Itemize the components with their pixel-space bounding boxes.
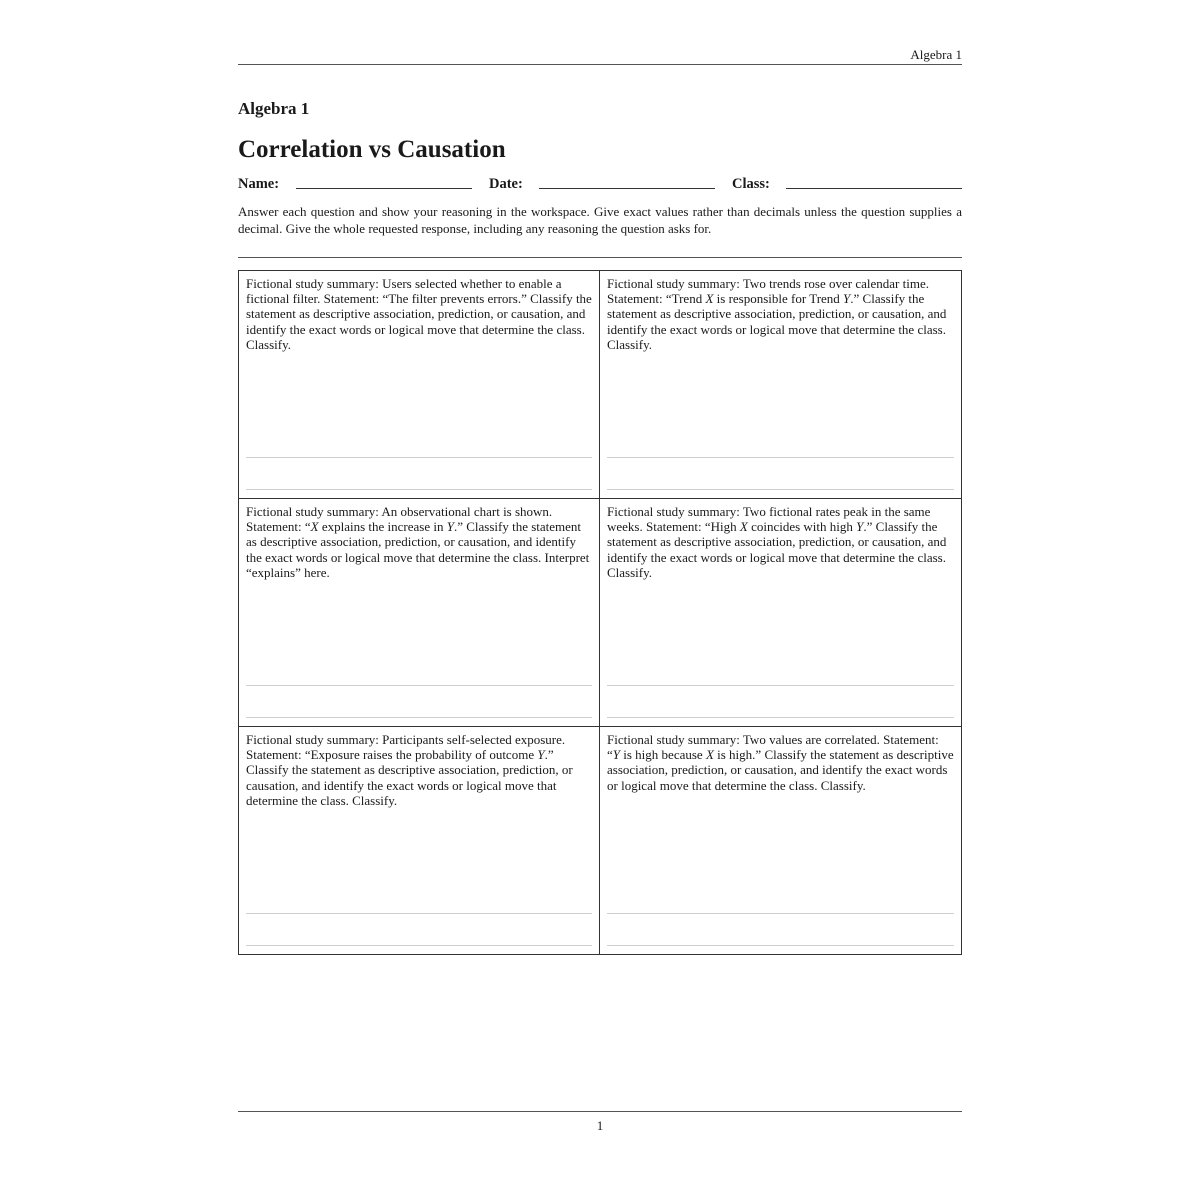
question-cell	[600, 727, 961, 954]
question-cell	[600, 499, 961, 727]
variable-symbol: X	[310, 519, 319, 535]
question-text-segment: .” Classify the statement as descriptive association, prediction, or causation, and identify the exact words or logical move that determine the class. Classify.	[607, 291, 947, 352]
variable-symbol: Y	[446, 519, 454, 535]
question-text-segment: coincides with high	[747, 519, 857, 535]
question-text-segment: Fictional study summary: Users selected whether to enable a fictional filter. Statement: “The filter prevents errors.” Classify the statement as descriptive association, prediction, or causation, and identify the exact words or logical move that determine the class. Classify.	[246, 276, 592, 352]
running-header: Algebra 1	[910, 47, 962, 62]
question-text-segment: Fictional study summary: Two trends rose over calendar time. Statement: “Trend	[607, 276, 929, 307]
class-field[interactable]	[786, 188, 962, 189]
question-text	[246, 276, 592, 352]
subject-heading: Algebra 1	[238, 99, 310, 118]
name-field[interactable]	[296, 188, 472, 189]
question-text	[246, 732, 592, 808]
question-text-segment: .” Classify the statement as descriptive association, prediction, or causation, and identify the exact words or logical move that determine the class. Classify.	[607, 519, 947, 580]
answer-line[interactable]	[607, 685, 954, 686]
question-text-segment: Fictional study summary: An observational chart is shown. Statement: “	[246, 504, 553, 535]
header-rule	[238, 64, 962, 65]
name-label: Name:	[238, 176, 280, 192]
answer-line[interactable]	[246, 457, 592, 458]
question-text-segment: is responsible for Trend	[713, 291, 844, 307]
variable-symbol: X	[705, 747, 714, 763]
variable-symbol: Y	[856, 519, 864, 535]
answer-line[interactable]	[246, 913, 592, 914]
question-grid	[238, 270, 962, 955]
variable-symbol: X	[705, 291, 714, 307]
question-text-segment: Fictional study summary: Two values are correlated. Statement: “	[607, 732, 939, 763]
question-text-segment: is high because	[620, 747, 706, 763]
answer-line[interactable]	[607, 945, 954, 946]
answer-line[interactable]	[607, 457, 954, 458]
question-text	[607, 276, 954, 352]
answer-line[interactable]	[246, 685, 592, 686]
answer-line[interactable]	[246, 489, 592, 490]
variable-symbol: X	[739, 519, 748, 535]
answer-line[interactable]	[246, 945, 592, 946]
date-field[interactable]	[539, 188, 715, 189]
question-cell	[239, 499, 600, 727]
question-cell	[239, 727, 600, 954]
answer-line[interactable]	[607, 489, 954, 490]
class-label: Class:	[732, 176, 770, 192]
instructions: Answer each question and show your reasoning in the workspace. Give exact values rather than decimals unless the question supplies a decimal. Give the whole requested response, including any reasoning the question asks for.	[238, 204, 962, 236]
question-text	[246, 504, 592, 580]
variable-symbol: Y	[612, 747, 621, 763]
answer-line[interactable]	[246, 717, 592, 718]
student-info-fields	[238, 175, 962, 197]
question-text-segment: .” Classify the statement as descriptive association, prediction, or causation, and identify the exact words or logical move that determine the class. Classify.	[246, 747, 573, 808]
question-text-segment: .” Classify the statement as descriptive association, prediction, or causation, and identify the exact words or logical move that determine the class. Interpret “explains” here.	[246, 519, 590, 580]
worksheet-title: Correlation vs Causation	[238, 136, 506, 163]
question-text-segment: is high.” Classify the statement as descriptive association, prediction, or causation, and identify the exact words or logical move that determine the class. Classify.	[607, 747, 954, 793]
variable-symbol: Y	[843, 291, 851, 307]
question-text	[607, 732, 954, 793]
question-text	[607, 504, 954, 580]
section-rule	[238, 257, 962, 258]
answer-line[interactable]	[607, 717, 954, 718]
question-text-segment: Fictional study summary: Participants self-selected exposure. Statement: “Exposure raises the probability of outcome	[246, 732, 566, 763]
date-label: Date:	[489, 176, 523, 192]
variable-symbol: Y	[537, 747, 545, 763]
page-number: 1	[596, 1118, 604, 1133]
worksheet-page	[238, 0, 962, 1200]
question-text-segment: explains the increase in	[318, 519, 447, 535]
answer-line[interactable]	[607, 913, 954, 914]
footer-rule	[238, 1111, 962, 1112]
question-cell	[239, 271, 600, 499]
question-text-segment: Fictional study summary: Two fictional rates peak in the same weeks. Statement: “High	[607, 504, 931, 535]
question-cell	[600, 271, 961, 499]
